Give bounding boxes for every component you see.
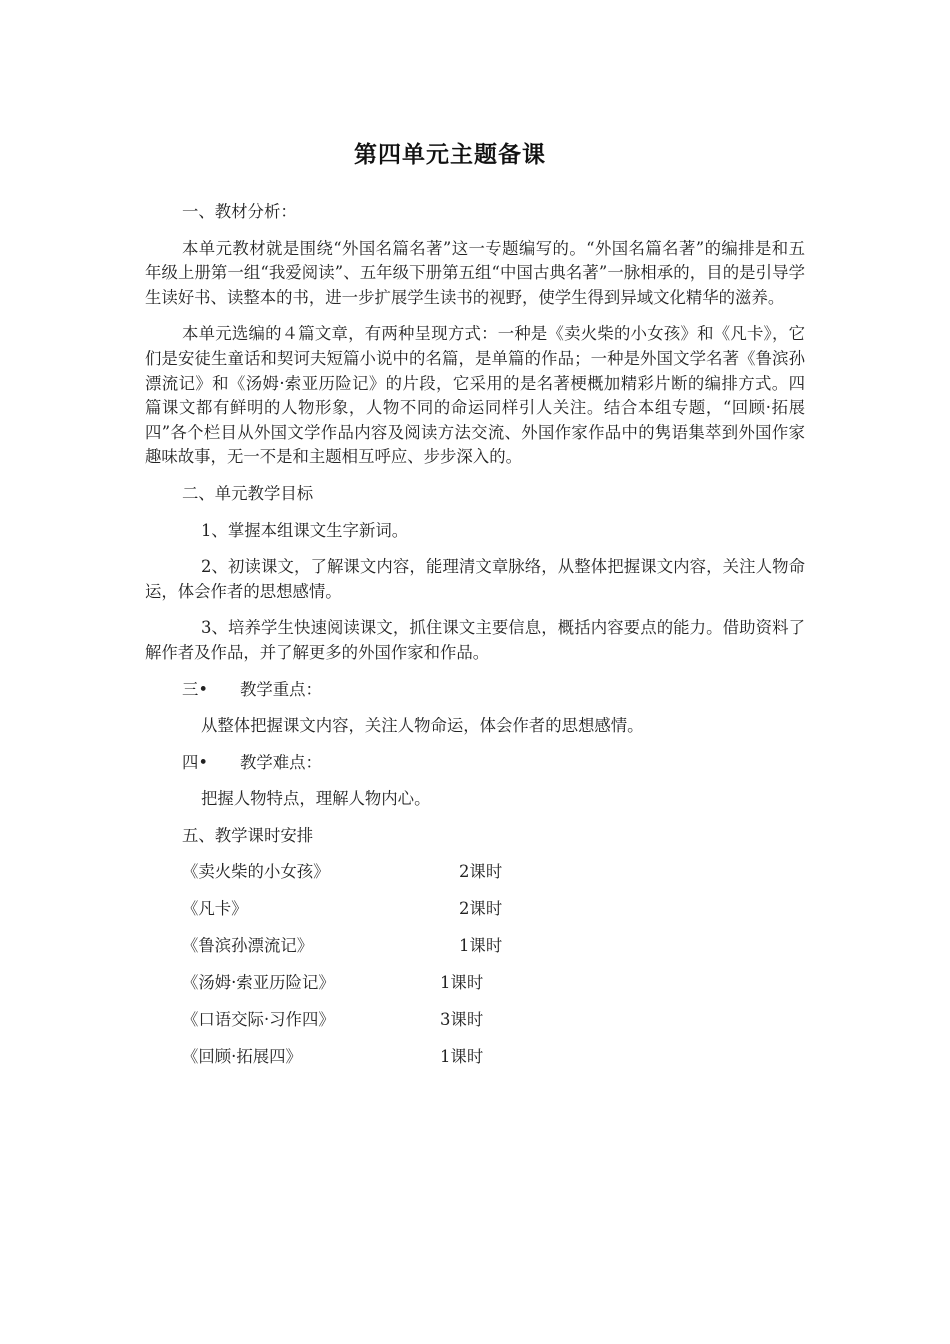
materials-paragraph-2: 本单元选编的４篇文章，有两种呈现方式：一种是《卖火柴的小女孩》和《凡卡》，它们是安徒生童话和契诃夫短篇小说中的名篇，是单篇的作品；一种是外国文学名著《鲁滨孙漂流记》和《汤姆·索亚历险记》的片段，它采用的是名著梗概加精彩片断的编排方式。四篇课文都有鲜明的人物形象，人物不同的命运同样引人关注。结合本组专题，“回顾·拓展四”各个栏目从外国文学作品内容及阅读方法交流、外国作家作品中的隽语集萃到外国作家趣味故事，无一不是和主题相互呼应、步步深入的。	[145, 324, 805, 467]
document-body	[145, 200, 805, 1082]
goal-item-3: 3、培养学生快速阅读课文，抓住课文主要信息，概括内容要点的能力。借助资料了解作者及作品，并了解更多的外国作家和作品。	[145, 618, 805, 662]
section-label: 教学难点：	[240, 752, 322, 772]
page-title: 第四单元主题备课	[354, 141, 546, 168]
section-heading-difficulties	[182, 751, 805, 776]
lesson-name: 《卖火柴的小女孩》	[182, 862, 330, 882]
materials-paragraph-1: 本单元教材就是围绕“外国名篇名著”这一专题编写的。“外国名篇名著”的编排是和五年级上册第一组“我爱阅读”、五年级下册第五组“中国古典名著”一脉相承的，目的是引导学生读好书、读整本的书，进一步扩展学生读书的视野，使学生得到异域文化精华的滋养。	[145, 238, 805, 307]
section-heading-schedule: 五、教学课时安排	[182, 825, 314, 845]
schedule-row	[182, 971, 805, 996]
section-heading-key-points	[182, 678, 805, 703]
lesson-name: 《凡卡》	[182, 899, 248, 919]
schedule-row	[182, 1045, 805, 1070]
difficulties-text: 把握人物特点，理解人物内心。	[201, 789, 431, 809]
lesson-hours: 1课时	[459, 936, 503, 956]
section-number: 三•	[182, 679, 209, 699]
key-points-text: 从整体把握课文内容，关注人物命运，体会作者的思想感情。	[201, 716, 644, 736]
lesson-hours: 1课时	[440, 973, 484, 993]
lesson-hours: 3课时	[440, 1010, 484, 1030]
lesson-name: 《鲁滨孙漂流记》	[182, 936, 314, 956]
section-heading-goals: 二、单元教学目标	[182, 483, 314, 503]
schedule-row	[182, 1008, 805, 1033]
section-label: 教学重点：	[240, 679, 322, 699]
lesson-hours: 2课时	[459, 899, 503, 919]
lesson-name: 《回顾·拓展四》	[182, 1047, 302, 1067]
lesson-name: 《口语交际·习作四》	[182, 1010, 335, 1030]
lesson-name: 《汤姆·索亚历险记》	[182, 973, 335, 993]
schedule-row	[182, 897, 805, 922]
schedule-row	[182, 934, 805, 959]
lesson-hours: 2课时	[459, 862, 503, 882]
lesson-hours: 1课时	[440, 1047, 484, 1067]
section-heading-materials: 一、教材分析：	[182, 202, 297, 221]
section-number: 四•	[182, 752, 209, 772]
document-page	[145, 0, 805, 1344]
schedule-list	[145, 860, 805, 1070]
goal-item-1: 1、掌握本组课文生字新词。	[201, 520, 409, 540]
goal-item-2: 2、初读课文，了解课文内容，能理清文章脉络，从整体把握课文内容，关注人物命运，体会作者的思想感情。	[145, 557, 805, 601]
schedule-row	[182, 860, 805, 885]
